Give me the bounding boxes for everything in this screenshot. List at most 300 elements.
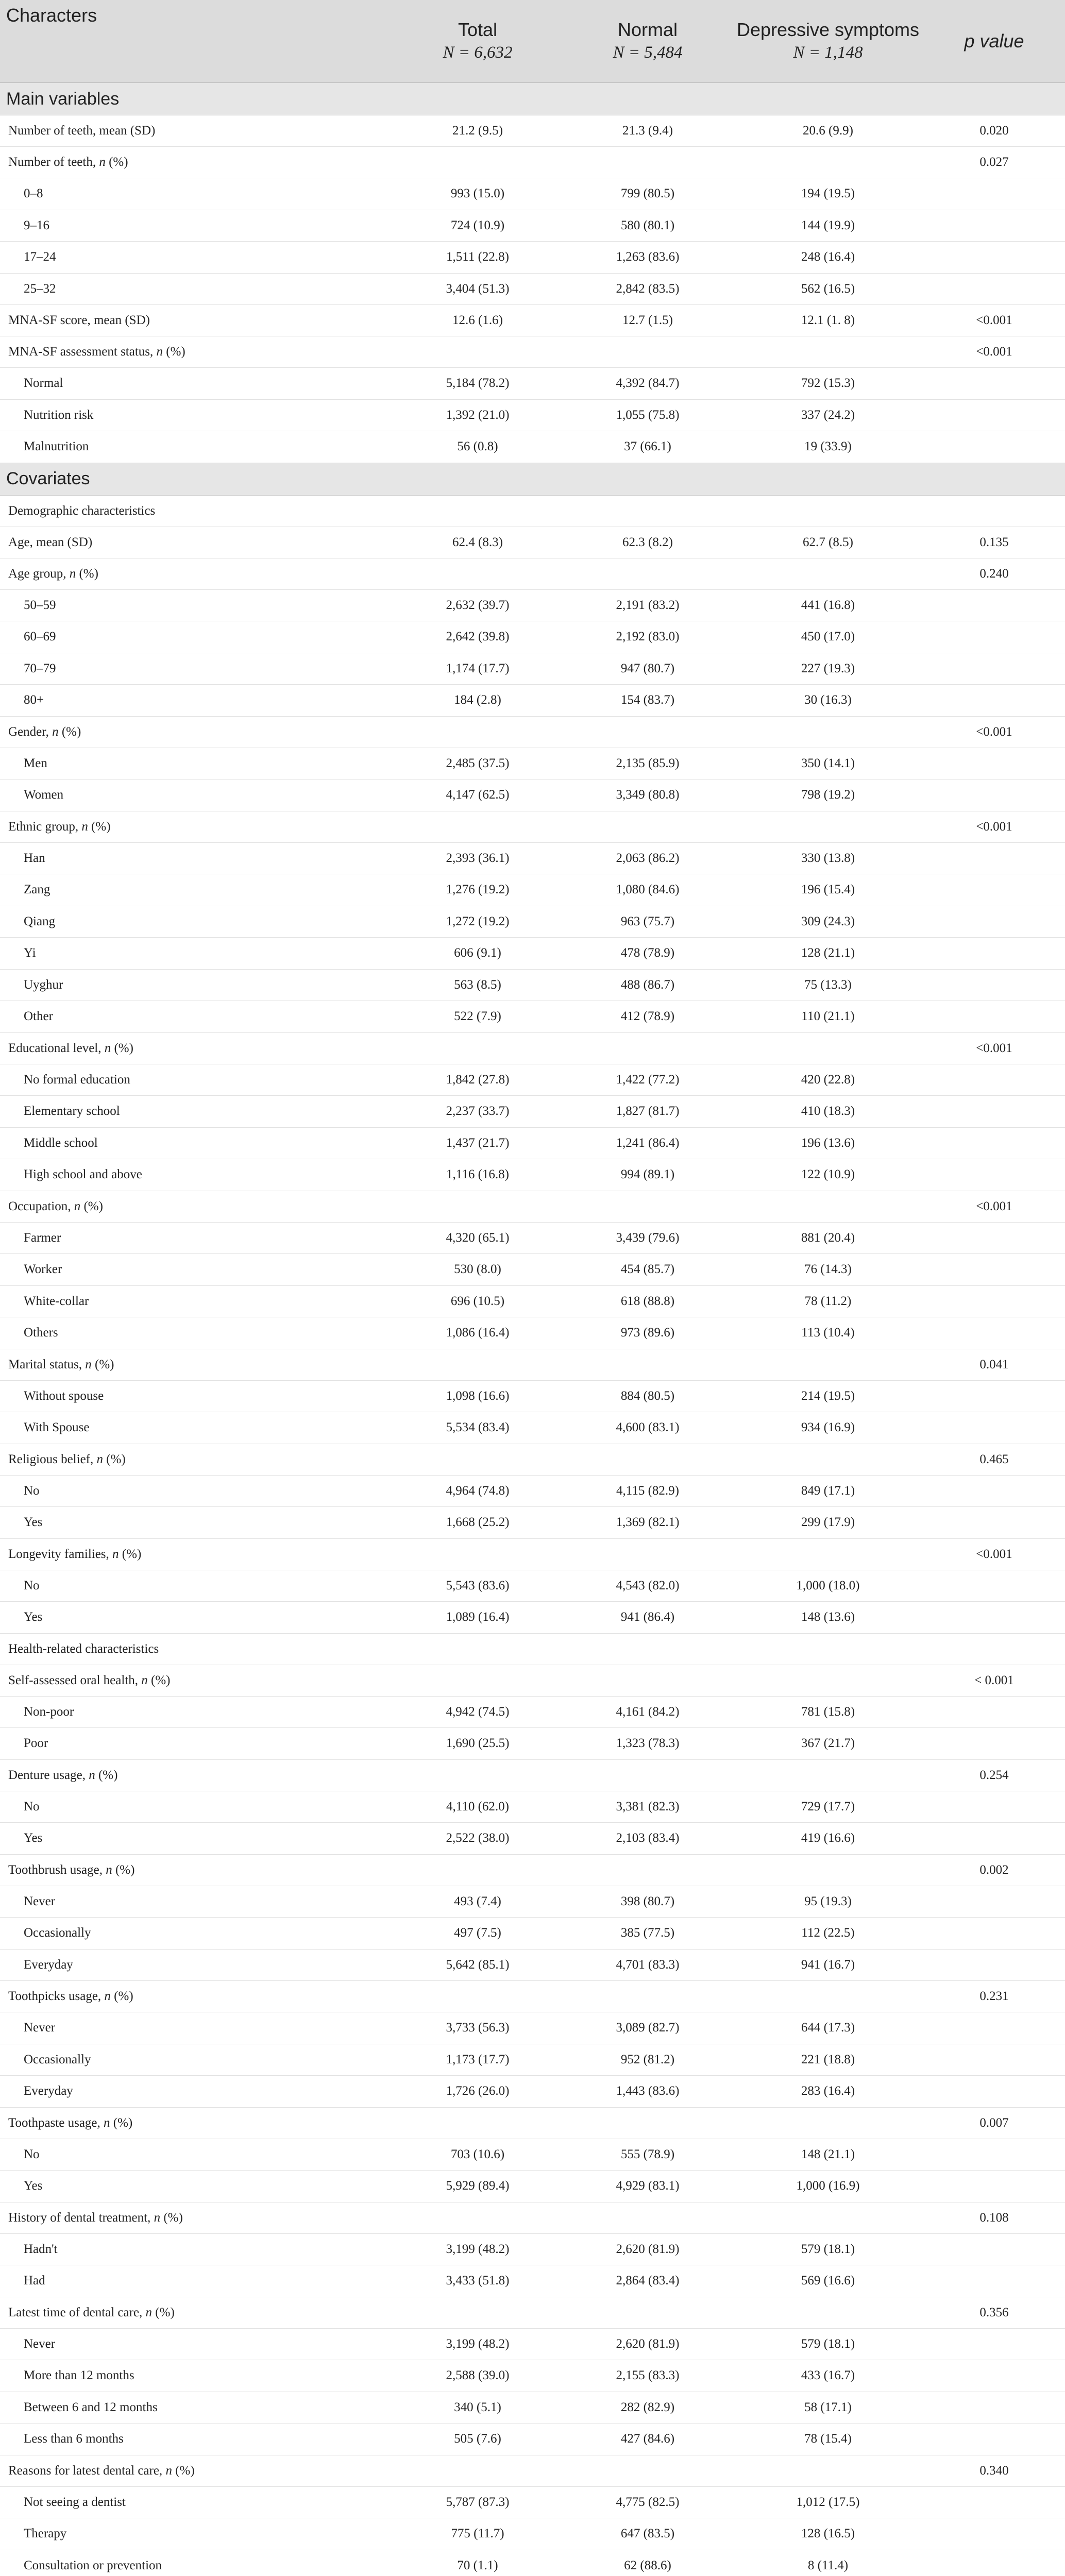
table-row xyxy=(0,368,1065,400)
cell-total: 340 (5.1) xyxy=(393,2392,563,2424)
cell-total: 4,320 (65.1) xyxy=(393,1222,563,1254)
cell-total: 1,842 (27.8) xyxy=(393,1064,563,1096)
cell-depressive xyxy=(733,336,923,368)
cell-total: 1,174 (17.7) xyxy=(393,653,563,685)
cell-depressive: 196 (13.6) xyxy=(733,1127,923,1159)
cell-normal: 282 (82.9) xyxy=(563,2392,733,2424)
cell-normal: 478 (78.9) xyxy=(563,938,733,970)
cell-normal xyxy=(563,2297,733,2328)
cell-depressive: 196 (15.4) xyxy=(733,874,923,906)
cell-depressive: 214 (19.5) xyxy=(733,1380,923,1412)
row-label: Had xyxy=(0,2265,393,2297)
cell-normal xyxy=(563,1032,733,1064)
row-label: No xyxy=(0,1475,393,1507)
table-row xyxy=(0,399,1065,431)
cell-depressive: 849 (17.1) xyxy=(733,1475,923,1507)
cell-normal: 1,827 (81.7) xyxy=(563,1096,733,1128)
table-row xyxy=(0,1602,1065,1634)
cell-depressive: 78 (11.2) xyxy=(733,1285,923,1317)
cell-total: 775 (11.7) xyxy=(393,2518,563,2550)
cell-p-value xyxy=(923,2171,1065,2202)
cell-normal xyxy=(563,1981,733,2012)
cell-p-value: 0.254 xyxy=(923,1759,1065,1791)
table-row xyxy=(0,1570,1065,1602)
cell-depressive xyxy=(733,1665,923,1696)
variable-row xyxy=(0,495,1065,527)
row-label: History of dental treatment, n (%) xyxy=(0,2202,393,2233)
cell-p-value xyxy=(923,621,1065,653)
row-label: Nutrition risk xyxy=(0,399,393,431)
cell-p-value: 0.340 xyxy=(923,2455,1065,2486)
cell-normal: 799 (80.5) xyxy=(563,178,733,210)
table-row xyxy=(0,1412,1065,1444)
cell-normal xyxy=(563,2202,733,2233)
cell-p-value: 0.356 xyxy=(923,2297,1065,2328)
table-row xyxy=(0,748,1065,779)
table-row xyxy=(0,2424,1065,2455)
variable-row xyxy=(0,558,1065,589)
cell-total: 5,534 (83.4) xyxy=(393,1412,563,1444)
table-row xyxy=(0,2360,1065,2392)
cell-total: 1,098 (16.6) xyxy=(393,1380,563,1412)
table-row xyxy=(0,653,1065,685)
table-row xyxy=(0,621,1065,653)
cell-depressive: 110 (21.1) xyxy=(733,1001,923,1033)
cell-depressive: 798 (19.2) xyxy=(733,779,923,811)
cell-total: 696 (10.5) xyxy=(393,1285,563,1317)
cell-total xyxy=(393,2297,563,2328)
cell-normal: 4,600 (83.1) xyxy=(563,1412,733,1444)
cell-depressive xyxy=(733,1759,923,1791)
variable-row xyxy=(0,305,1065,336)
table-row xyxy=(0,685,1065,717)
cell-total: 1,086 (16.4) xyxy=(393,1317,563,1349)
cell-normal: 555 (78.9) xyxy=(563,2139,733,2171)
cell-total: 522 (7.9) xyxy=(393,1001,563,1033)
variable-row xyxy=(0,1854,1065,1886)
cell-p-value xyxy=(923,1918,1065,1950)
table-row xyxy=(0,1696,1065,1728)
table-row xyxy=(0,1823,1065,1855)
cell-p-value xyxy=(923,1001,1065,1033)
cell-depressive: 781 (15.8) xyxy=(733,1696,923,1728)
cell-depressive: 76 (14.3) xyxy=(733,1254,923,1286)
cell-depressive: 579 (18.1) xyxy=(733,2328,923,2360)
cell-p-value: <0.001 xyxy=(923,1538,1065,1570)
row-label: More than 12 months xyxy=(0,2360,393,2392)
cell-normal: 4,161 (84.2) xyxy=(563,1696,733,1728)
cell-depressive: 75 (13.3) xyxy=(733,969,923,1001)
table-row xyxy=(0,2044,1065,2076)
table-row xyxy=(0,1096,1065,1128)
row-label: Marital status, n (%) xyxy=(0,1349,393,1380)
row-label: Everyday xyxy=(0,1949,393,1981)
cell-p-value xyxy=(923,969,1065,1001)
cell-normal: 385 (77.5) xyxy=(563,1918,733,1950)
cell-depressive: 729 (17.7) xyxy=(733,1791,923,1823)
cell-p-value xyxy=(923,1222,1065,1254)
cell-p-value: <0.001 xyxy=(923,1032,1065,1064)
cell-p-value xyxy=(923,653,1065,685)
row-label: Yi xyxy=(0,938,393,970)
row-label: Yes xyxy=(0,1507,393,1539)
cell-p-value: <0.001 xyxy=(923,716,1065,748)
table-row xyxy=(0,1380,1065,1412)
row-label: Ethnic group, n (%) xyxy=(0,811,393,842)
cell-p-value xyxy=(923,938,1065,970)
row-label: Zang xyxy=(0,874,393,906)
cell-total xyxy=(393,2107,563,2139)
cell-total: 493 (7.4) xyxy=(393,1886,563,1918)
cell-normal: 12.7 (1.5) xyxy=(563,305,733,336)
cell-normal: 1,443 (83.6) xyxy=(563,2076,733,2108)
row-label: Others xyxy=(0,1317,393,1349)
header-total: Total N = 6,632 xyxy=(393,0,563,83)
row-label: Educational level, n (%) xyxy=(0,1032,393,1064)
table-row xyxy=(0,210,1065,242)
cell-normal: 1,055 (75.8) xyxy=(563,399,733,431)
row-label: White-collar xyxy=(0,1285,393,1317)
table-row xyxy=(0,1222,1065,1254)
section-title: Covariates xyxy=(0,463,1065,495)
row-label: High school and above xyxy=(0,1159,393,1191)
cell-p-value: <0.001 xyxy=(923,336,1065,368)
table-row xyxy=(0,779,1065,811)
row-label: Never xyxy=(0,2012,393,2044)
row-label: No xyxy=(0,1570,393,1602)
cell-total: 4,147 (62.5) xyxy=(393,779,563,811)
row-label: Never xyxy=(0,1886,393,1918)
cell-depressive: 19 (33.9) xyxy=(733,431,923,463)
cell-normal: 4,115 (82.9) xyxy=(563,1475,733,1507)
cell-depressive xyxy=(733,2455,923,2486)
table-body xyxy=(0,83,1065,2576)
table-row xyxy=(0,1254,1065,1286)
cell-total: 530 (8.0) xyxy=(393,1254,563,1286)
table-row xyxy=(0,2139,1065,2171)
row-label: Qiang xyxy=(0,906,393,938)
table-row xyxy=(0,2392,1065,2424)
cell-depressive: 248 (16.4) xyxy=(733,242,923,274)
cell-total: 1,089 (16.4) xyxy=(393,1602,563,1634)
cell-depressive: 221 (18.8) xyxy=(733,2044,923,2076)
table-row xyxy=(0,1949,1065,1981)
table-row xyxy=(0,1285,1065,1317)
cell-total: 1,668 (25.2) xyxy=(393,1507,563,1539)
cell-depressive xyxy=(733,1349,923,1380)
cell-p-value xyxy=(923,1317,1065,1349)
cell-total: 1,437 (21.7) xyxy=(393,1127,563,1159)
cell-normal: 1,323 (78.3) xyxy=(563,1728,733,1760)
cell-normal: 37 (66.1) xyxy=(563,431,733,463)
row-label: Occupation, n (%) xyxy=(0,1191,393,1222)
cell-total xyxy=(393,716,563,748)
cell-total: 184 (2.8) xyxy=(393,685,563,717)
cell-total: 4,110 (62.0) xyxy=(393,1791,563,1823)
table-row xyxy=(0,2233,1065,2265)
table-row xyxy=(0,1886,1065,1918)
cell-depressive xyxy=(733,558,923,589)
cell-p-value xyxy=(923,2233,1065,2265)
cell-total xyxy=(393,1538,563,1570)
cell-total: 2,588 (39.0) xyxy=(393,2360,563,2392)
cell-total xyxy=(393,495,563,527)
row-label: Latest time of dental care, n (%) xyxy=(0,2297,393,2328)
cell-p-value xyxy=(923,1475,1065,1507)
variable-row xyxy=(0,1444,1065,1475)
variable-row xyxy=(0,115,1065,147)
row-label: Between 6 and 12 months xyxy=(0,2392,393,2424)
variable-row xyxy=(0,1032,1065,1064)
table-row xyxy=(0,2265,1065,2297)
row-label: Hadn't xyxy=(0,2233,393,2265)
cell-depressive: 410 (18.3) xyxy=(733,1096,923,1128)
row-label: Han xyxy=(0,842,393,874)
row-label: Demographic characteristics xyxy=(0,495,393,527)
row-label: Without spouse xyxy=(0,1380,393,1412)
table-row xyxy=(0,1064,1065,1096)
cell-normal xyxy=(563,1349,733,1380)
cell-depressive xyxy=(733,495,923,527)
cell-total: 2,632 (39.7) xyxy=(393,589,563,621)
cell-p-value xyxy=(923,1633,1065,1665)
cell-normal: 154 (83.7) xyxy=(563,685,733,717)
table-row xyxy=(0,938,1065,970)
cell-normal: 2,842 (83.5) xyxy=(563,273,733,305)
table-row xyxy=(0,2518,1065,2550)
cell-p-value xyxy=(923,1570,1065,1602)
cell-total: 3,404 (51.3) xyxy=(393,273,563,305)
table-row xyxy=(0,1918,1065,1950)
cell-depressive: 337 (24.2) xyxy=(733,399,923,431)
cell-total: 5,543 (83.6) xyxy=(393,1570,563,1602)
cell-normal: 884 (80.5) xyxy=(563,1380,733,1412)
variable-row xyxy=(0,1633,1065,1665)
cell-total: 993 (15.0) xyxy=(393,178,563,210)
row-label: Never xyxy=(0,2328,393,2360)
variable-row xyxy=(0,2202,1065,2233)
row-label: Malnutrition xyxy=(0,431,393,463)
row-label: Age group, n (%) xyxy=(0,558,393,589)
cell-depressive: 941 (16.7) xyxy=(733,1949,923,1981)
cell-total: 5,929 (89.4) xyxy=(393,2171,563,2202)
cell-total xyxy=(393,2455,563,2486)
variable-row xyxy=(0,1349,1065,1380)
cell-total: 606 (9.1) xyxy=(393,938,563,970)
cell-p-value xyxy=(923,1159,1065,1191)
cell-p-value xyxy=(923,2139,1065,2171)
cell-total: 1,272 (19.2) xyxy=(393,906,563,938)
table-row xyxy=(0,906,1065,938)
cell-depressive xyxy=(733,2297,923,2328)
cell-p-value xyxy=(923,431,1065,463)
cell-normal xyxy=(563,147,733,178)
cell-total xyxy=(393,336,563,368)
row-label: 0–8 xyxy=(0,178,393,210)
table-row xyxy=(0,273,1065,305)
row-label: No xyxy=(0,2139,393,2171)
row-label: Poor xyxy=(0,1728,393,1760)
cell-p-value xyxy=(923,368,1065,400)
row-label: Men xyxy=(0,748,393,779)
cell-depressive: 350 (14.1) xyxy=(733,748,923,779)
cell-depressive: 148 (21.1) xyxy=(733,2139,923,2171)
variable-row xyxy=(0,527,1065,558)
cell-total: 3,433 (51.8) xyxy=(393,2265,563,2297)
cell-total: 21.2 (9.5) xyxy=(393,115,563,147)
variable-row xyxy=(0,1981,1065,2012)
table-row xyxy=(0,2171,1065,2202)
cell-total xyxy=(393,1759,563,1791)
cell-depressive xyxy=(733,2107,923,2139)
cell-total: 2,642 (39.8) xyxy=(393,621,563,653)
cell-p-value xyxy=(923,2486,1065,2518)
row-label: MNA-SF score, mean (SD) xyxy=(0,305,393,336)
cell-depressive: 309 (24.3) xyxy=(733,906,923,938)
table-row xyxy=(0,842,1065,874)
cell-normal xyxy=(563,1191,733,1222)
row-label: Therapy xyxy=(0,2518,393,2550)
cell-p-value xyxy=(923,2518,1065,2550)
cell-p-value: < 0.001 xyxy=(923,1665,1065,1696)
cell-normal: 1,241 (86.4) xyxy=(563,1127,733,1159)
cell-total: 3,733 (56.3) xyxy=(393,2012,563,2044)
table-row xyxy=(0,1159,1065,1191)
cell-normal xyxy=(563,716,733,748)
cell-depressive: 934 (16.9) xyxy=(733,1412,923,1444)
cell-depressive xyxy=(733,716,923,748)
row-label: Number of teeth, mean (SD) xyxy=(0,115,393,147)
cell-depressive: 433 (16.7) xyxy=(733,2360,923,2392)
table-row xyxy=(0,874,1065,906)
cell-depressive xyxy=(733,1633,923,1665)
cell-depressive xyxy=(733,2202,923,2233)
cell-total: 703 (10.6) xyxy=(393,2139,563,2171)
cell-total: 1,726 (26.0) xyxy=(393,2076,563,2108)
header-depressive-n: N = 1,148 xyxy=(793,43,863,62)
cell-normal: 2,103 (83.4) xyxy=(563,1823,733,1855)
cell-normal: 947 (80.7) xyxy=(563,653,733,685)
cell-depressive: 12.1 (1. 8) xyxy=(733,305,923,336)
table-row xyxy=(0,1791,1065,1823)
cell-depressive xyxy=(733,1538,923,1570)
header-normal-n: N = 5,484 xyxy=(613,43,683,62)
cell-total: 497 (7.5) xyxy=(393,1918,563,1950)
cell-p-value xyxy=(923,1602,1065,1634)
cell-total: 2,485 (37.5) xyxy=(393,748,563,779)
cell-depressive: 148 (13.6) xyxy=(733,1602,923,1634)
cell-total xyxy=(393,147,563,178)
cell-normal: 1,422 (77.2) xyxy=(563,1064,733,1096)
cell-normal: 952 (81.2) xyxy=(563,2044,733,2076)
cell-normal: 4,543 (82.0) xyxy=(563,1570,733,1602)
cell-depressive: 78 (15.4) xyxy=(733,2424,923,2455)
table-row xyxy=(0,431,1065,463)
cell-p-value xyxy=(923,1380,1065,1412)
row-label: Gender, n (%) xyxy=(0,716,393,748)
cell-depressive: 367 (21.7) xyxy=(733,1728,923,1760)
cell-p-value: <0.001 xyxy=(923,811,1065,842)
row-label: With Spouse xyxy=(0,1412,393,1444)
cell-depressive: 227 (19.3) xyxy=(733,653,923,685)
cell-total xyxy=(393,811,563,842)
cell-p-value xyxy=(923,242,1065,274)
cell-p-value xyxy=(923,2076,1065,2108)
table-row xyxy=(0,1001,1065,1033)
cell-p-value xyxy=(923,1791,1065,1823)
cell-total: 2,522 (38.0) xyxy=(393,1823,563,1855)
cell-p-value xyxy=(923,1886,1065,1918)
row-label: Toothpicks usage, n (%) xyxy=(0,1981,393,2012)
cell-p-value xyxy=(923,2392,1065,2424)
variable-row xyxy=(0,2107,1065,2139)
cell-depressive: 283 (16.4) xyxy=(733,2076,923,2108)
cell-total: 3,199 (48.2) xyxy=(393,2328,563,2360)
row-label: Number of teeth, n (%) xyxy=(0,147,393,178)
row-label: 60–69 xyxy=(0,621,393,653)
cell-p-value: 0.465 xyxy=(923,1444,1065,1475)
cell-p-value: 0.041 xyxy=(923,1349,1065,1380)
cell-normal: 4,701 (83.3) xyxy=(563,1949,733,1981)
cell-normal xyxy=(563,2455,733,2486)
cell-normal: 4,929 (83.1) xyxy=(563,2171,733,2202)
cell-total xyxy=(393,1665,563,1696)
table-row xyxy=(0,242,1065,274)
row-label: No formal education xyxy=(0,1064,393,1096)
variable-row xyxy=(0,1665,1065,1696)
table-row xyxy=(0,1728,1065,1760)
cell-normal: 2,191 (83.2) xyxy=(563,589,733,621)
cell-p-value xyxy=(923,1254,1065,1286)
cell-p-value xyxy=(923,2550,1065,2576)
table-row xyxy=(0,2076,1065,2108)
header-characters: Characters xyxy=(0,0,393,83)
cell-normal: 580 (80.1) xyxy=(563,210,733,242)
cell-depressive: 562 (16.5) xyxy=(733,273,923,305)
cell-total: 62.4 (8.3) xyxy=(393,527,563,558)
table-row xyxy=(0,1475,1065,1507)
cell-total: 1,173 (17.7) xyxy=(393,2044,563,2076)
cell-depressive: 569 (16.6) xyxy=(733,2265,923,2297)
cell-p-value xyxy=(923,2424,1065,2455)
cell-depressive: 122 (10.9) xyxy=(733,1159,923,1191)
cell-total: 56 (0.8) xyxy=(393,431,563,463)
row-label: Not seeing a dentist xyxy=(0,2486,393,2518)
cell-total: 1,511 (22.8) xyxy=(393,242,563,274)
cell-depressive: 20.6 (9.9) xyxy=(733,115,923,147)
cell-p-value xyxy=(923,1096,1065,1128)
cell-p-value xyxy=(923,1507,1065,1539)
cell-depressive xyxy=(733,1191,923,1222)
cell-total xyxy=(393,1633,563,1665)
cell-p-value xyxy=(923,906,1065,938)
cell-total: 1,690 (25.5) xyxy=(393,1728,563,1760)
cell-p-value xyxy=(923,842,1065,874)
section-header xyxy=(0,463,1065,495)
cell-normal: 3,381 (82.3) xyxy=(563,1791,733,1823)
cell-total xyxy=(393,1981,563,2012)
cell-p-value xyxy=(923,2360,1065,2392)
cell-p-value xyxy=(923,874,1065,906)
variable-row xyxy=(0,2297,1065,2328)
table-row xyxy=(0,589,1065,621)
cell-depressive: 441 (16.8) xyxy=(733,589,923,621)
cell-depressive: 62.7 (8.5) xyxy=(733,527,923,558)
cell-depressive: 420 (22.8) xyxy=(733,1064,923,1096)
row-label: Less than 6 months xyxy=(0,2424,393,2455)
cell-p-value xyxy=(923,2328,1065,2360)
cell-total xyxy=(393,2202,563,2233)
